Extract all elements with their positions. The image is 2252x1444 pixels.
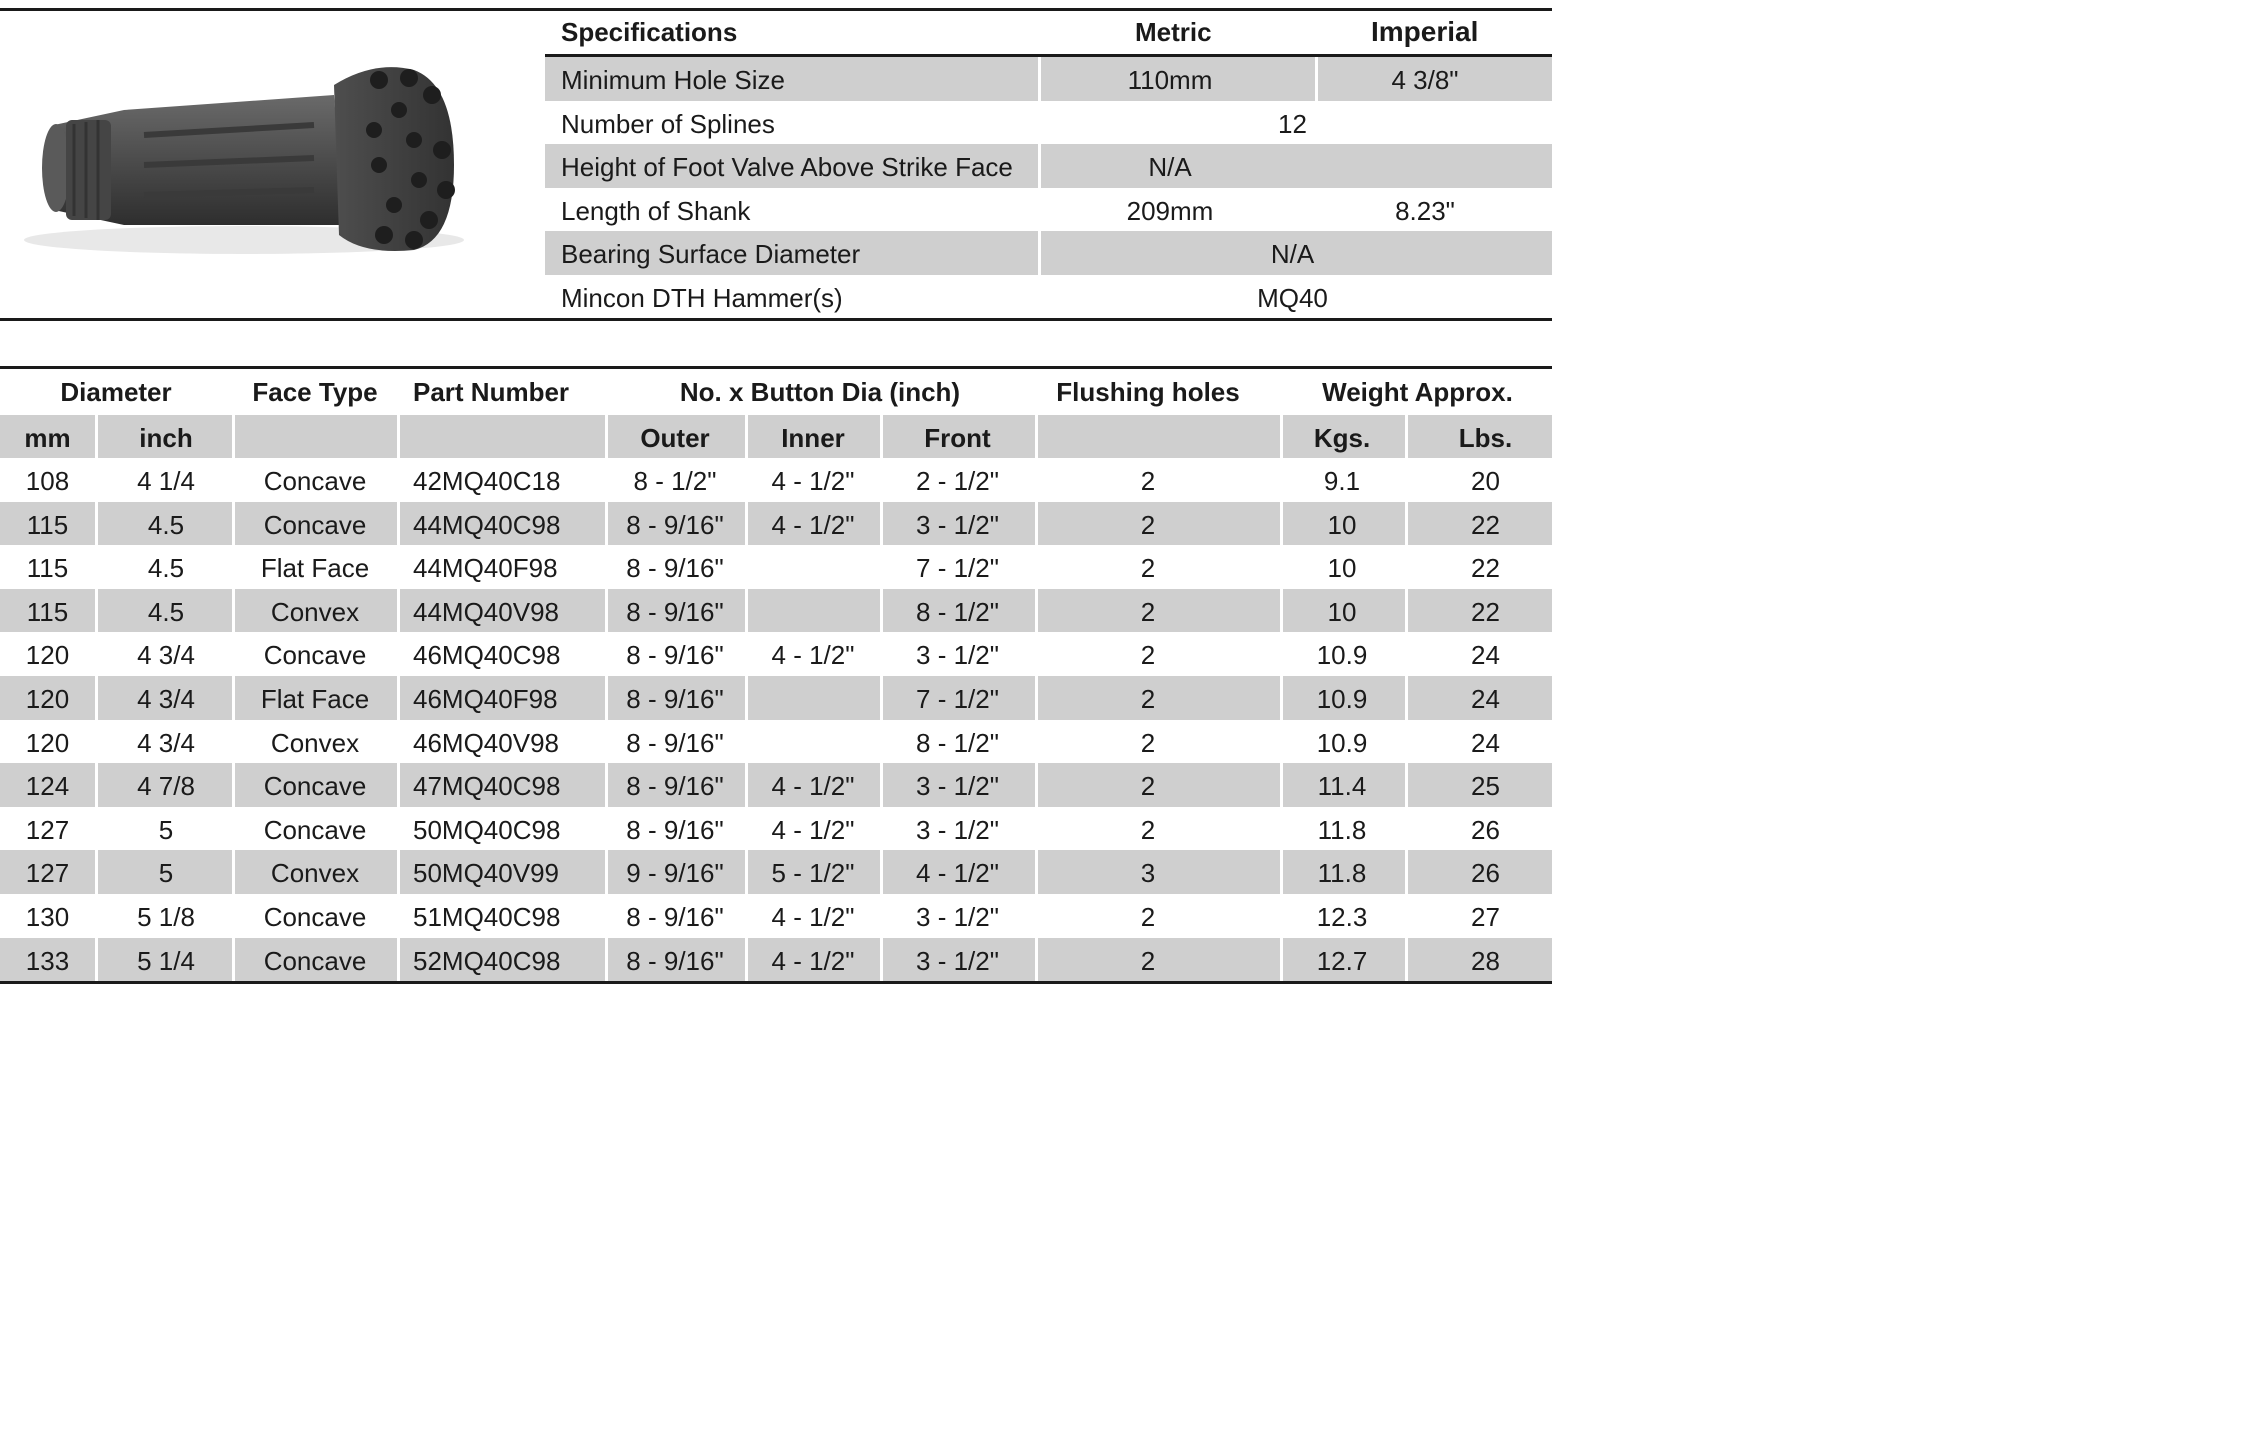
cell-flushing-holes: 2 bbox=[1140, 466, 1156, 496]
spec-imperial: 8.23" bbox=[1395, 195, 1455, 226]
cell-inch: 4.5 bbox=[147, 553, 185, 584]
cell-front: 2 - 1/2" bbox=[916, 466, 999, 496]
cell-face-type: Concave bbox=[263, 945, 367, 976]
cell-flushing-holes: 3 bbox=[1140, 858, 1156, 889]
spec-value: N/A bbox=[1270, 239, 1315, 270]
cell-kgs: 9.1 bbox=[1323, 466, 1361, 496]
cell-flushing-holes: 2 bbox=[1140, 509, 1156, 540]
cell-outer: 8 - 9/16" bbox=[626, 727, 724, 758]
cell-outer: 8 - 9/16" bbox=[626, 640, 724, 671]
cell-kgs: 11.8 bbox=[1317, 858, 1367, 889]
spec-label: Length of Shank bbox=[561, 195, 751, 226]
cell-outer: 8 - 9/16" bbox=[626, 945, 724, 976]
sub-header-lbs: Lbs. bbox=[1458, 423, 1513, 453]
table-sub-header-row bbox=[0, 415, 1552, 458]
spec-metric: 110mm bbox=[1127, 65, 1213, 95]
cell-face-type: Convex bbox=[270, 596, 360, 627]
cell-inch: 5 1/4 bbox=[137, 945, 195, 976]
spec-header-imperial: Imperial bbox=[1371, 16, 1479, 47]
cell-kgs: 10.9 bbox=[1316, 683, 1368, 714]
cell-flushing-holes: 2 bbox=[1140, 771, 1156, 802]
header-part-number: Part Number bbox=[413, 377, 570, 407]
cell-mm: 120 bbox=[25, 640, 70, 671]
table-row bbox=[0, 545, 1552, 589]
header-weight: Weight Approx. bbox=[1322, 377, 1513, 407]
cell-part-number: 42MQ40C18 bbox=[413, 466, 561, 496]
cell-inch: 4 3/4 bbox=[137, 727, 195, 758]
cell-lbs: 25 bbox=[1471, 771, 1500, 802]
cell-outer: 8 - 9/16" bbox=[626, 553, 724, 584]
cell-kgs: 10 bbox=[1327, 509, 1357, 540]
spec-row bbox=[545, 275, 1552, 319]
cell-front: 3 - 1/2" bbox=[916, 945, 999, 976]
spec-row bbox=[545, 101, 1552, 145]
cell-part-number: 51MQ40C98 bbox=[413, 901, 561, 932]
cell-kgs: 12.7 bbox=[1316, 945, 1368, 976]
cell-outer: 9 - 9/16" bbox=[626, 858, 724, 889]
spec-imperial: 4 3/8" bbox=[1391, 65, 1459, 95]
cell-mm: 130 bbox=[25, 901, 70, 932]
sub-header-outer: Outer bbox=[640, 423, 710, 453]
table-row bbox=[0, 938, 1552, 982]
table-row bbox=[0, 676, 1552, 720]
cell-part-number: 50MQ40C98 bbox=[413, 814, 561, 845]
table-row bbox=[0, 632, 1552, 676]
datasheet-page bbox=[0, 0, 1560, 1000]
cell-mm: 120 bbox=[25, 727, 70, 758]
cell-mm: 133 bbox=[25, 945, 70, 976]
cell-inner: 4 - 1/2" bbox=[771, 945, 855, 976]
spec-label: Number of Splines bbox=[561, 108, 775, 139]
dth-drill-bit-image bbox=[14, 40, 514, 290]
cell-face-type: Convex bbox=[270, 727, 360, 758]
product-table bbox=[0, 366, 1552, 981]
cell-part-number: 52MQ40C98 bbox=[413, 945, 561, 976]
header-flushing: Flushing holes bbox=[1056, 377, 1240, 407]
cell-face-type: Concave bbox=[263, 509, 367, 540]
spec-header-row bbox=[545, 10, 1552, 57]
cell-face-type: Concave bbox=[263, 814, 367, 845]
cell-face-type: Flat Face bbox=[260, 683, 370, 714]
cell-front: 8 - 1/2" bbox=[916, 596, 999, 627]
cell-inner: 5 - 1/2" bbox=[771, 858, 855, 889]
cell-part-number: 46MQ40C98 bbox=[413, 640, 561, 671]
table-row bbox=[0, 502, 1552, 546]
cell-part-number: 44MQ40C98 bbox=[413, 509, 561, 540]
spec-value: 12 bbox=[1278, 108, 1307, 139]
spec-row bbox=[545, 188, 1552, 232]
cell-outer: 8 - 1/2" bbox=[633, 466, 717, 496]
cell-flushing-holes: 2 bbox=[1140, 640, 1156, 671]
table-row bbox=[0, 850, 1552, 894]
spec-value: MQ40 bbox=[1257, 282, 1328, 313]
table-row bbox=[0, 894, 1552, 938]
spec-metric: 209mm bbox=[1126, 195, 1214, 226]
cell-flushing-holes: 2 bbox=[1140, 553, 1156, 584]
cell-outer: 8 - 9/16" bbox=[626, 683, 724, 714]
cell-flushing-holes: 2 bbox=[1140, 683, 1156, 714]
cell-front: 3 - 1/2" bbox=[916, 771, 999, 802]
cell-front: 8 - 1/2" bbox=[916, 727, 999, 758]
cell-part-number: 50MQ40V99 bbox=[413, 858, 559, 889]
cell-outer: 8 - 9/16" bbox=[626, 901, 724, 932]
cell-face-type: Concave bbox=[263, 901, 367, 932]
cell-mm: 115 bbox=[26, 553, 69, 584]
cell-flushing-holes: 2 bbox=[1140, 945, 1156, 976]
cell-face-type: Concave bbox=[263, 466, 367, 496]
cell-inch: 5 bbox=[158, 858, 174, 889]
spec-header-label: Specifications bbox=[561, 17, 738, 47]
spec-label: Height of Foot Valve Above Strike Face bbox=[561, 152, 1013, 183]
cell-face-type: Concave bbox=[263, 771, 367, 802]
table-row bbox=[0, 720, 1552, 764]
cell-front: 7 - 1/2" bbox=[916, 683, 999, 714]
specifications-table bbox=[545, 10, 1552, 319]
cell-lbs: 22 bbox=[1471, 553, 1500, 584]
cell-lbs: 24 bbox=[1471, 727, 1500, 758]
cell-mm: 115 bbox=[26, 509, 69, 540]
cell-part-number: 47MQ40C98 bbox=[413, 771, 561, 802]
sub-header-mm: mm bbox=[24, 423, 71, 453]
header-buttons: No. x Button Dia (inch) bbox=[679, 377, 961, 407]
spec-metric: N/A bbox=[1148, 152, 1192, 183]
cell-front: 3 - 1/2" bbox=[916, 509, 999, 540]
spec-row bbox=[545, 144, 1552, 188]
cell-kgs: 10 bbox=[1327, 596, 1357, 627]
cell-inch: 4 3/4 bbox=[137, 640, 195, 671]
cell-mm: 127 bbox=[25, 814, 70, 845]
spec-header-metric: Metric bbox=[1135, 17, 1212, 47]
cell-outer: 8 - 9/16" bbox=[626, 509, 724, 540]
cell-mm: 108 bbox=[25, 466, 70, 496]
cell-inch: 4 7/8 bbox=[137, 771, 195, 802]
cell-inch: 5 1/8 bbox=[137, 901, 195, 932]
cell-kgs: 10.9 bbox=[1316, 640, 1368, 671]
cell-part-number: 46MQ40F98 bbox=[413, 683, 558, 714]
spec-label: Bearing Surface Diameter bbox=[561, 239, 861, 270]
cell-inch: 4.5 bbox=[147, 596, 185, 627]
cell-kgs: 10.9 bbox=[1316, 727, 1368, 758]
cell-front: 3 - 1/2" bbox=[916, 901, 999, 932]
table-body bbox=[0, 458, 1552, 981]
table-row bbox=[0, 763, 1552, 807]
cell-lbs: 24 bbox=[1471, 640, 1500, 671]
cell-front: 3 - 1/2" bbox=[916, 814, 999, 845]
cell-inner: 4 - 1/2" bbox=[771, 771, 855, 802]
cell-lbs: 22 bbox=[1471, 509, 1500, 540]
spec-label: Minimum Hole Size bbox=[561, 65, 785, 95]
cell-part-number: 44MQ40F98 bbox=[413, 553, 558, 584]
cell-face-type: Flat Face bbox=[260, 553, 370, 584]
cell-inner: 4 - 1/2" bbox=[771, 901, 855, 932]
cell-lbs: 26 bbox=[1471, 858, 1500, 889]
spec-row bbox=[545, 231, 1552, 275]
cell-inner: 4 - 1/2" bbox=[771, 814, 855, 845]
cell-inner: 4 - 1/2" bbox=[771, 466, 855, 496]
table-group-header-row bbox=[0, 366, 1552, 415]
cell-mm: 127 bbox=[25, 858, 70, 889]
sub-header-kgs: Kgs. bbox=[1313, 423, 1371, 453]
cell-lbs: 22 bbox=[1471, 596, 1500, 627]
cell-flushing-holes: 2 bbox=[1140, 814, 1156, 845]
cell-flushing-holes: 2 bbox=[1140, 901, 1156, 932]
table-row bbox=[0, 458, 1552, 502]
cell-mm: 124 bbox=[25, 771, 70, 802]
spec-label: Mincon DTH Hammer(s) bbox=[561, 282, 843, 313]
header-diameter: Diameter bbox=[60, 377, 172, 407]
cell-flushing-holes: 2 bbox=[1140, 596, 1156, 627]
cell-inch: 4 3/4 bbox=[137, 683, 195, 714]
table-bottom-rule bbox=[0, 981, 1552, 984]
table-row bbox=[0, 589, 1552, 633]
cell-part-number: 44MQ40V98 bbox=[413, 596, 559, 627]
cell-lbs: 28 bbox=[1471, 945, 1500, 976]
section-rule bbox=[0, 318, 1552, 321]
cell-front: 7 - 1/2" bbox=[916, 553, 999, 584]
cell-lbs: 24 bbox=[1471, 683, 1500, 714]
cell-lbs: 20 bbox=[1471, 466, 1500, 496]
sub-header-front: Front bbox=[924, 423, 991, 453]
cell-mm: 115 bbox=[26, 596, 69, 627]
cell-outer: 8 - 9/16" bbox=[626, 814, 724, 845]
cell-flushing-holes: 2 bbox=[1140, 727, 1156, 758]
cell-mm: 120 bbox=[25, 683, 70, 714]
cell-inch: 4.5 bbox=[147, 509, 185, 540]
cell-front: 3 - 1/2" bbox=[916, 640, 999, 671]
cell-face-type: Concave bbox=[263, 640, 367, 671]
sub-header-inner: Inner bbox=[781, 423, 845, 453]
sub-header-inch: inch bbox=[139, 423, 193, 453]
cell-inner: 4 - 1/2" bbox=[771, 640, 855, 671]
cell-kgs: 11.4 bbox=[1317, 771, 1367, 802]
cell-inch: 4 1/4 bbox=[137, 466, 195, 496]
cell-front: 4 - 1/2" bbox=[916, 858, 999, 889]
cell-inch: 5 bbox=[158, 814, 174, 845]
cell-kgs: 11.8 bbox=[1317, 814, 1367, 845]
table-row bbox=[0, 807, 1552, 851]
cell-kgs: 12.3 bbox=[1316, 901, 1368, 932]
spec-row bbox=[545, 57, 1552, 101]
cell-kgs: 10 bbox=[1327, 553, 1357, 584]
cell-lbs: 26 bbox=[1471, 814, 1500, 845]
cell-outer: 8 - 9/16" bbox=[626, 771, 724, 802]
cell-outer: 8 - 9/16" bbox=[626, 596, 724, 627]
cell-part-number: 46MQ40V98 bbox=[413, 727, 559, 758]
header-face-type: Face Type bbox=[252, 377, 378, 407]
cell-inner: 4 - 1/2" bbox=[771, 509, 855, 540]
cell-lbs: 27 bbox=[1471, 901, 1500, 932]
cell-face-type: Convex bbox=[270, 858, 360, 889]
